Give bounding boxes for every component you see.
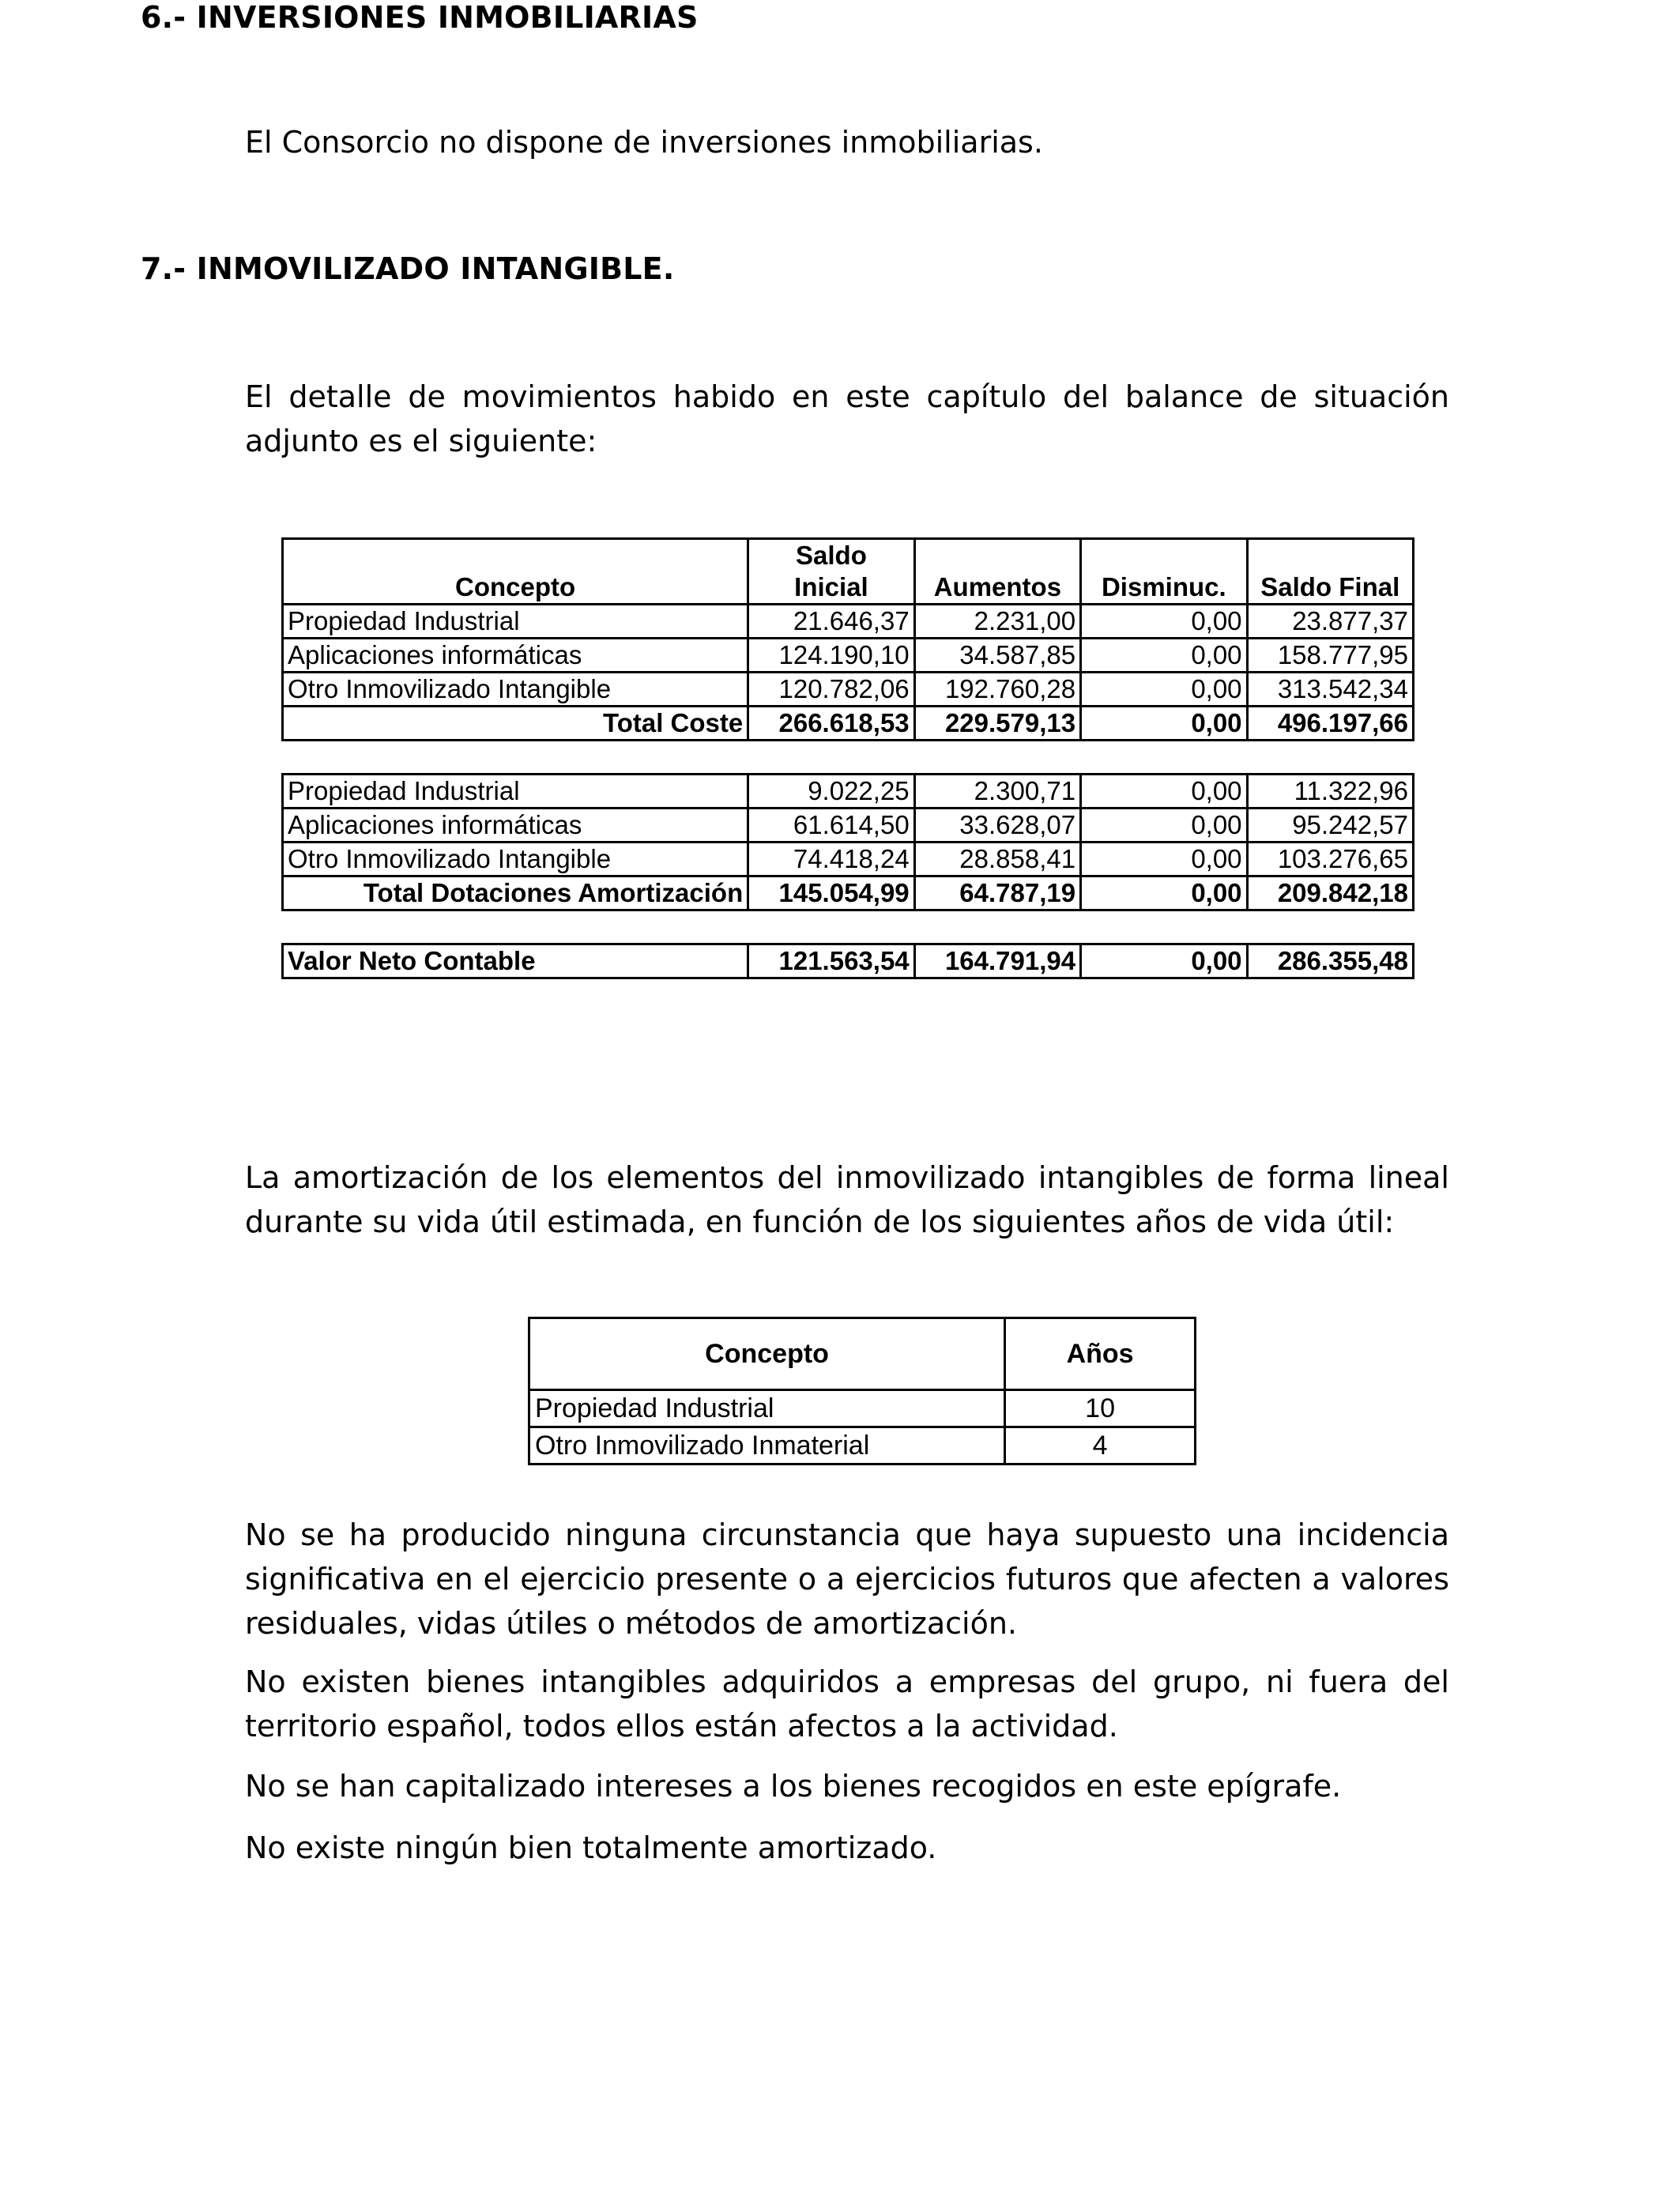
table-row: Otro Inmovilizado Intangible 120.782,06 192.760,28 0,00 313.542,34: [283, 673, 1414, 707]
paragraph-no-group-assets: No existen bienes intangibles adquiridos a empresas del grupo, ni fuera del territorio español, todos ellos están afectos a la actividad.: [245, 1664, 1449, 1744]
paragraph-no-capitalized-interest: No se han capitalizado intereses a los bienes recogidos en este epígrafe.: [245, 1769, 1342, 1804]
header-aumentos: Aumentos: [914, 571, 1080, 605]
table-row: Otro Inmovilizado Intangible 74.418,24 28.858,41 0,00 103.276,65: [283, 843, 1414, 876]
useful-life-table: [528, 1317, 1196, 1465]
table-row: Propiedad Industrial 10: [529, 1390, 1196, 1427]
header-row-1: [283, 539, 1414, 572]
table-row: Aplicaciones informáticas 124.190,10 34.587,85 0,00 158.777,95: [283, 639, 1414, 673]
header-anos: Años: [1005, 1318, 1196, 1390]
header-concepto: Concepto: [529, 1318, 1005, 1390]
header-saldo-final: Saldo Final: [1247, 571, 1413, 605]
table-row: Propiedad Industrial 21.646,37 2.231,00 0,00 23.877,37: [283, 605, 1414, 639]
section-7-heading: 7.- INMOVILIZADO INTANGIBLE.: [141, 251, 675, 286]
section-6-heading: 6.- INVERSIONES INMOBILIARIAS: [141, 0, 699, 35]
header-concepto: Concepto: [283, 571, 748, 605]
paragraph-no-fully-amortized: No existe ningún bien totalmente amortizado.: [245, 1830, 937, 1865]
section-6-text: El Consorcio no dispone de inversiones inmobiliarias.: [245, 125, 1043, 160]
table-row: Otro Inmovilizado Inmaterial 4: [529, 1427, 1196, 1465]
header-saldo: Saldo: [748, 539, 914, 572]
movements-table: [281, 537, 1414, 979]
total-amortizacion-row: Total Dotaciones Amortización 145.054,99 64.787,19 0,00 209.842,18: [283, 876, 1414, 910]
table-row: Aplicaciones informáticas 61.614,50 33.628,07 0,00 95.242,57: [283, 809, 1414, 843]
header-inicial: Inicial: [748, 571, 914, 605]
total-coste-row: Total Coste 266.618,53 229.579,13 0,00 496.197,66: [283, 707, 1414, 741]
table-row: Propiedad Industrial 9.022,25 2.300,71 0,00 11.322,96: [283, 775, 1414, 809]
header-disminuc: Disminuc.: [1081, 571, 1247, 605]
useful-life-header: [529, 1318, 1196, 1390]
header-row-2: [283, 571, 1414, 605]
section-7-intro: El detalle de movimientos habido en este capítulo del balance de situación adjunto es el siguiente:: [245, 379, 1449, 458]
valor-neto-row: Valor Neto Contable 121.563,54 164.791,94 0,00 286.355,48: [283, 944, 1414, 978]
amortization-text: La amortización de los elementos del inmovilizado intangibles de forma lineal durante su vida útil estimada, en función de los siguientes años de vida útil:: [245, 1160, 1449, 1239]
paragraph-no-incidence: No se ha producido ninguna circunstancia que haya supuesto una incidencia significativa en el ejercicio presente o a ejercicios futuros que afecten a valores residuales, vidas útiles o métodos de amortización.: [245, 1517, 1449, 1641]
